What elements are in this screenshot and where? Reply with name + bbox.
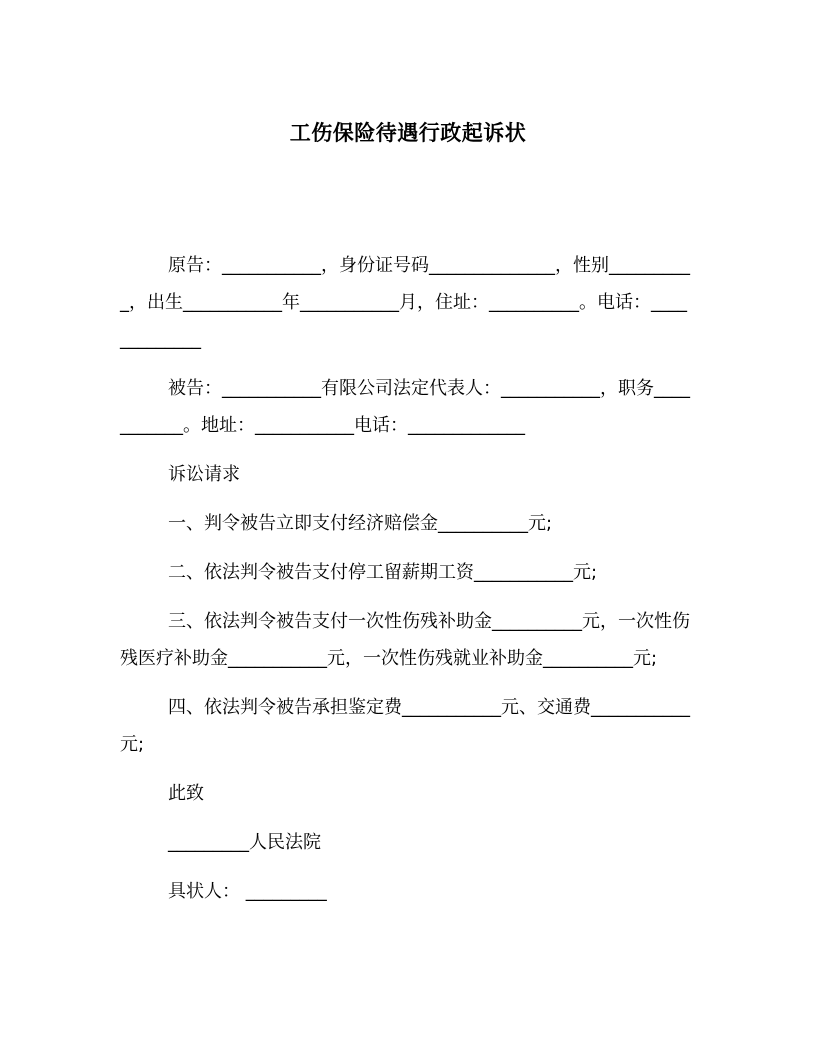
signer-line: 具状人： _________ (168, 881, 327, 902)
document-body (120, 247, 690, 922)
document-title: 工伤保险待遇行政起诉状 (289, 121, 527, 145)
claims-heading: 诉讼请求 (168, 464, 240, 485)
court-line: _________人民法院 (168, 832, 321, 853)
claim-item-1: 一、判令被告立即支付经济赔偿金__________元; (168, 513, 553, 534)
claim-item-4: 四、依法判令被告承担鉴定费___________元、交通费___________元; (120, 697, 690, 755)
claim-item-2: 二、依法判令被告支付停工留薪期工资___________元; (168, 562, 598, 583)
claim-item-3: 三、依法判令被告支付一次性伤残补助金__________元，一次性伤残医疗补助金___________元，一次性伤残就业补助金__________元; (120, 611, 690, 669)
defendant-paragraph: 被告：___________有限公司法定代表人：___________，职务___________。地址：___________电话：_____________ (120, 378, 690, 436)
closing-salutation: 此致 (168, 783, 204, 804)
plaintiff-paragraph: 原告：___________，身份证号码______________，性别__________，出生___________年___________月，住址：__________。电话：_____________ (120, 255, 690, 350)
